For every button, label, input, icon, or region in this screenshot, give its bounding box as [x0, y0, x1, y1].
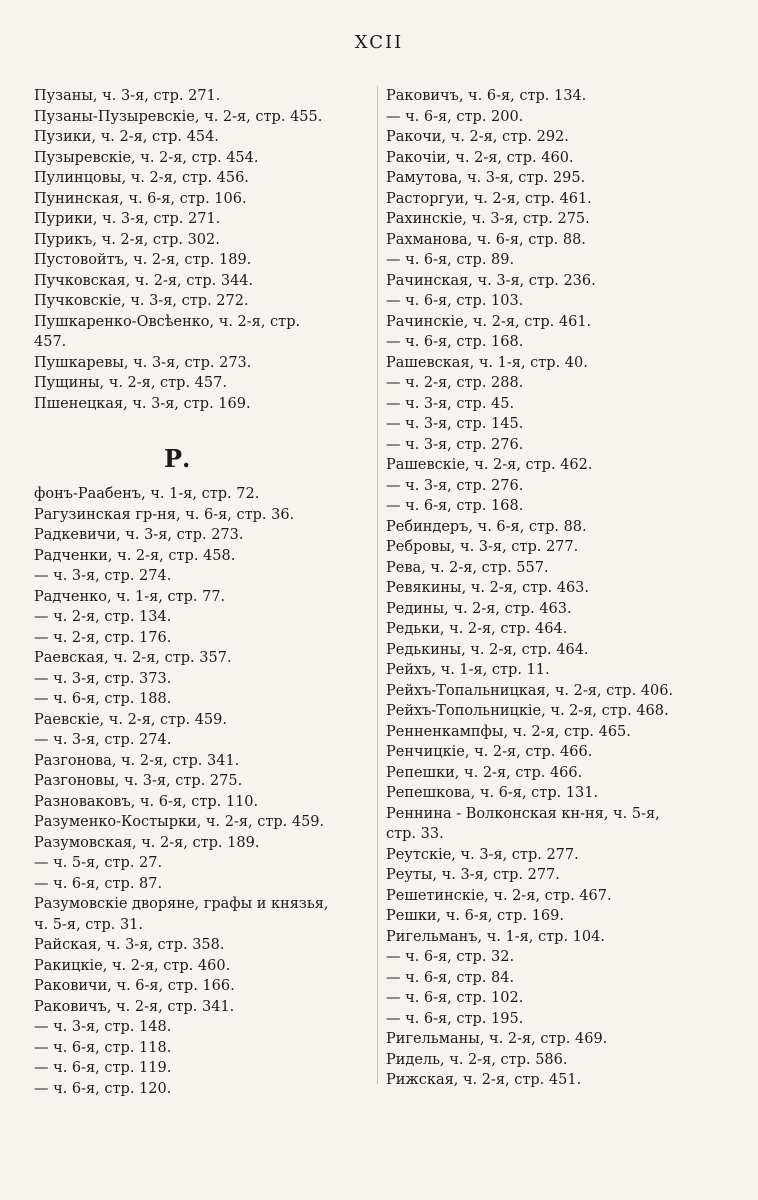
index-entry: Радкевичи, ч. 3-я, стр. 273.: [34, 527, 244, 543]
index-entry: Разуменко-Костырки, ч. 2-я, стр. 459.: [34, 814, 325, 830]
index-entry: Ракочи, ч. 2-я, стр. 292.: [386, 129, 569, 145]
index-entry: — ч. 2-я, стр. 288.: [386, 375, 524, 391]
index-entry: Разумовская, ч. 2-я, стр. 189.: [34, 834, 260, 851]
index-entry: Расторгуи, ч. 2-я, стр. 461.: [386, 190, 592, 207]
index-entry: Рашевскіе, ч. 2-я, стр. 462.: [386, 457, 593, 473]
left-column: [34, 86, 372, 1099]
index-entry: Пшенецкая, ч. 3-я, стр. 169.: [34, 395, 251, 412]
page-number: XCII: [354, 32, 404, 53]
index-entry: ч. 5-я, стр. 31.: [34, 916, 143, 933]
index-entry: Рачинскіе, ч. 2-я, стр. 461.: [386, 313, 592, 330]
index-entry: Пушкаревы, ч. 3-я, стр. 273.: [34, 354, 252, 371]
index-entry: Рахинскіе, ч. 3-я, стр. 275.: [386, 211, 590, 227]
index-entry: Раевскіе, ч. 2-я, стр. 459.: [34, 711, 227, 728]
index-entry: Пузики, ч. 2-я, стр. 454.: [34, 129, 219, 145]
right-column: [386, 86, 736, 1091]
index-entry: Редины, ч. 2-я, стр. 463.: [386, 600, 572, 617]
index-entry: Пурикъ, ч. 2-я, стр. 302.: [34, 231, 220, 248]
index-group-p: [34, 86, 372, 414]
index-entry: Райская, ч. 3-я, стр. 358.: [34, 937, 225, 953]
index-entry: Пустовойтъ, ч. 2-я, стр. 189.: [34, 252, 252, 268]
index-group-right: [386, 86, 736, 1091]
index-entry: — ч. 6-я, стр. 200.: [386, 108, 524, 125]
index-entry: — ч. 6-я, стр. 195.: [386, 1010, 524, 1027]
index-entry: Редьки, ч. 2-я, стр. 464.: [386, 621, 568, 637]
index-entry: Ракицкіе, ч. 2-я, стр. 460.: [34, 957, 231, 974]
index-entry: — ч. 2-я, стр. 176.: [34, 629, 172, 646]
column-divider: [377, 86, 378, 1084]
index-entry: Рачинская, ч. 3-я, стр. 236.: [386, 272, 596, 289]
index-entry: Разгонова, ч. 2-я, стр. 341.: [34, 752, 240, 769]
index-entry: Пучковская, ч. 2-я, стр. 344.: [34, 272, 254, 289]
index-entry: Разумовскіе дворяне, графы и князья,: [34, 896, 329, 912]
index-entry: Раковичъ, ч. 2-я, стр. 341.: [34, 998, 235, 1015]
index-entry: — ч. 3-я, стр. 373.: [34, 670, 172, 687]
index-entry: Рейхъ-Топальницкая, ч. 2-я, стр. 406.: [386, 682, 674, 699]
index-entry: Рева, ч. 2-я, стр. 557.: [386, 559, 549, 576]
index-entry: Реутскіе, ч. 3-я, стр. 277.: [386, 846, 579, 863]
index-entry: Рейхъ, ч. 1-я, стр. 11.: [386, 662, 550, 678]
index-entry: Ригельманъ, ч. 1-я, стр. 104.: [386, 928, 605, 945]
index-entry: — ч. 6-я, стр. 188.: [34, 691, 172, 707]
index-entry: — ч. 6-я, стр. 87.: [34, 875, 163, 892]
index-entry: Рамутова, ч. 3-я, стр. 295.: [386, 170, 586, 186]
index-entry: Радченки, ч. 2-я, стр. 458.: [34, 547, 236, 564]
index-entry: — ч. 6-я, стр. 168.: [386, 334, 524, 350]
index-entry: Пурики, ч. 3-я, стр. 271.: [34, 211, 221, 227]
index-entry: — ч. 6-я, стр. 102.: [386, 990, 524, 1006]
index-entry: — ч. 6-я, стр. 168.: [386, 498, 524, 514]
index-entry: Пулинцовы, ч. 2-я, стр. 456.: [34, 170, 249, 186]
index-entry: Ридель, ч. 2-я, стр. 586.: [386, 1051, 568, 1068]
index-entry: Ребровы, ч. 3-я, стр. 277.: [386, 539, 579, 555]
index-entry: фонъ-Раабенъ, ч. 1-я, стр. 72.: [34, 486, 260, 502]
index-entry: — ч. 3-я, стр. 148.: [34, 1019, 172, 1035]
index-entry: — ч. 6-я, стр. 103.: [386, 293, 524, 309]
index-entry: Репешкова, ч. 6-я, стр. 131.: [386, 785, 599, 801]
index-entry: Ревякины, ч. 2-я, стр. 463.: [386, 580, 590, 596]
section-letter: Р.: [164, 444, 191, 473]
index-entry: Пушкаренко-Овсѣенко, ч. 2-я, стр.: [34, 313, 301, 330]
index-entry: — ч. 3-я, стр. 276.: [386, 436, 524, 453]
index-entry: — ч. 3-я, стр. 274.: [34, 568, 172, 584]
index-entry: Рахманова, ч. 6-я, стр. 88.: [386, 231, 586, 248]
index-entry: Пузыревскіе, ч. 2-я, стр. 454.: [34, 149, 259, 166]
index-entry: Ригельманы, ч. 2-я, стр. 469.: [386, 1031, 608, 1047]
index-entry: Пузаны, ч. 3-я, стр. 271.: [34, 88, 221, 104]
index-entry: — ч. 6-я, стр. 84.: [386, 969, 515, 986]
index-entry: Ракочіи, ч. 2-я, стр. 460.: [386, 149, 574, 166]
index-entry: Рагузинская гр-ня, ч. 6-я, стр. 36.: [34, 506, 295, 523]
index-entry: Рижская, ч. 2-я, стр. 451.: [386, 1072, 582, 1088]
index-entry: Пунинская, ч. 6-я, стр. 106.: [34, 190, 247, 207]
index-entry: — ч. 6-я, стр. 119.: [34, 1060, 172, 1076]
index-entry: Репешки, ч. 2-я, стр. 466.: [386, 764, 583, 781]
index-entry: Редькины, ч. 2-я, стр. 464.: [386, 641, 589, 658]
index-entry: стр. 33.: [386, 826, 444, 842]
index-entry: — ч. 6-я, стр. 118.: [34, 1039, 172, 1056]
index-entry: Ребиндеръ, ч. 6-я, стр. 88.: [386, 518, 587, 535]
index-entry: Раковичъ, ч. 6-я, стр. 134.: [386, 88, 587, 104]
index-entry: Решетинскіе, ч. 2-я, стр. 467.: [386, 887, 612, 904]
index-entry: — ч. 5-я, стр. 27.: [34, 855, 163, 871]
index-entry: Разгоновы, ч. 3-я, стр. 275.: [34, 773, 243, 789]
index-entry: — ч. 3-я, стр. 276.: [386, 477, 524, 494]
index-entry: 457.: [34, 334, 67, 350]
index-entry: — ч. 2-я, стр. 134.: [34, 609, 172, 625]
index-entry: — ч. 6-я, стр. 89.: [386, 252, 515, 268]
index-entry: Реуты, ч. 3-я, стр. 277.: [386, 867, 560, 883]
index-entry: Пузаны-Пузыревскіе, ч. 2-я, стр. 455.: [34, 108, 323, 125]
index-entry: — ч. 6-я, стр. 32.: [386, 949, 515, 965]
index-entry: — ч. 6-я, стр. 120.: [34, 1080, 172, 1097]
index-entry: Ренчицкіе, ч. 2-я, стр. 466.: [386, 744, 593, 760]
index-entry: Ренненкампфы, ч. 2-я, стр. 465.: [386, 723, 631, 740]
index-entry: Пущины, ч. 2-я, стр. 457.: [34, 375, 227, 391]
index-group-r: [34, 484, 372, 1099]
index-entry: Раевская, ч. 2-я, стр. 357.: [34, 650, 232, 666]
index-entry: Разноваковъ, ч. 6-я, стр. 110.: [34, 793, 259, 810]
index-entry: Раковичи, ч. 6-я, стр. 166.: [34, 978, 235, 994]
index-entry: — ч. 3-я, стр. 274.: [34, 732, 172, 748]
index-entry: — ч. 3-я, стр. 45.: [386, 395, 515, 412]
index-entry: Радченко, ч. 1-я, стр. 77.: [34, 588, 226, 605]
index-entry: — ч. 3-я, стр. 145.: [386, 416, 524, 432]
index-entry: Реннина - Волконская кн-ня, ч. 5-я,: [386, 805, 660, 822]
index-entry: Рашевская, ч. 1-я, стр. 40.: [386, 354, 588, 371]
index-entry: Решки, ч. 6-я, стр. 169.: [386, 908, 564, 924]
index-entry: Пучковскіе, ч. 3-я, стр. 272.: [34, 293, 249, 309]
index-entry: Рейхъ-Топольницкіе, ч. 2-я, стр. 468.: [386, 703, 669, 719]
